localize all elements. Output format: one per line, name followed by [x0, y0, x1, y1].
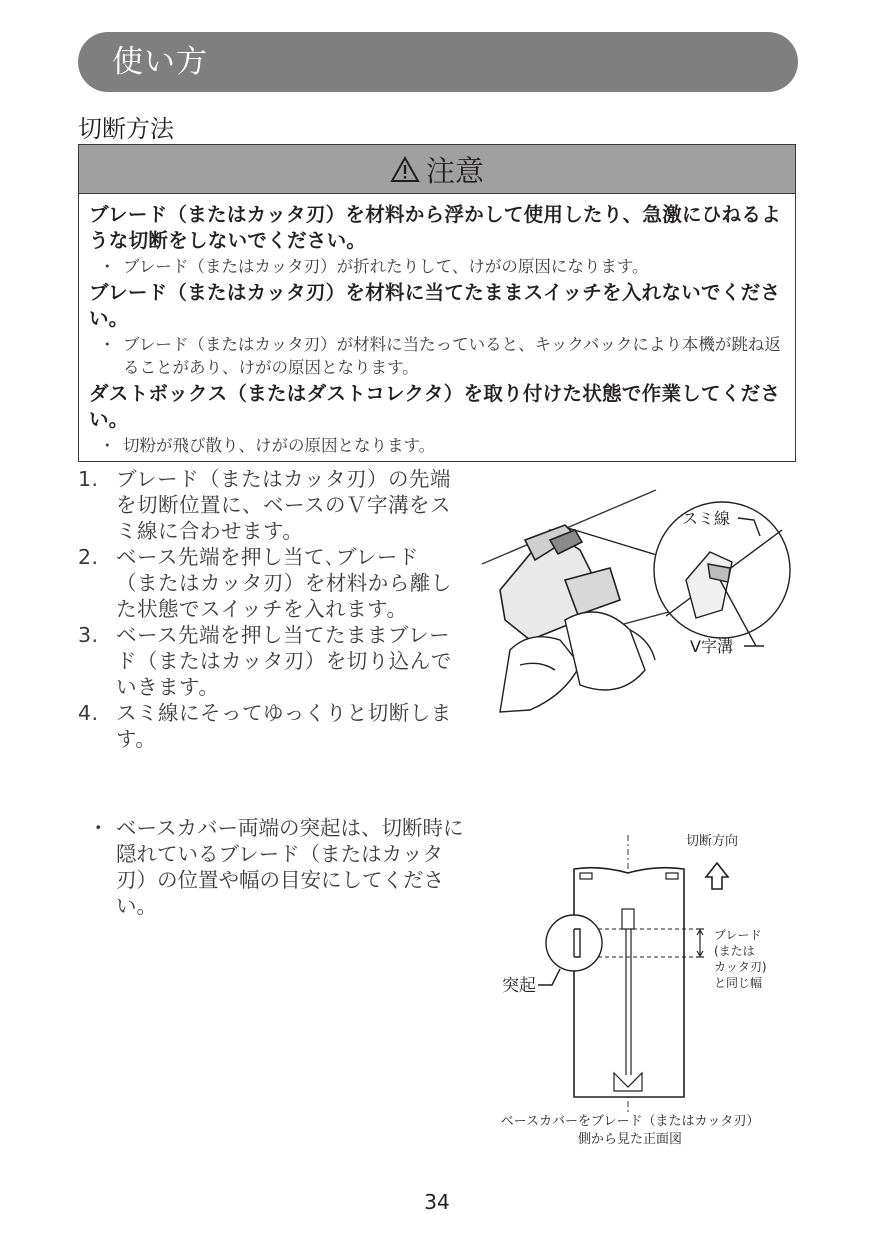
warning-note-text: ブレード（またはカッタ刃）が折れたりして、けがの原因になります。	[123, 257, 649, 276]
tool-alignment-figure	[470, 480, 800, 720]
step-text: ベース先端を押し当てたままブレード（またはカッタ刃）を切り込んでいきます。	[116, 623, 452, 699]
subheading: 切断方法	[78, 115, 174, 143]
warning-note-text: ブレード（またはカッタ刃）が材料に当たっていると、キックバックにより本機が跳ね返ることがあり、けがの原因となります。	[123, 335, 781, 377]
warning-note	[89, 434, 785, 457]
caution-title: 注意	[425, 153, 484, 188]
tip-note	[82, 815, 464, 919]
warning-text: ダストボックス（またはダストコレクタ）を取り付けた状態で作業してください。	[89, 382, 781, 431]
protrusion-label: 突起	[502, 976, 536, 996]
step-item	[78, 466, 460, 544]
base-cover-outline	[574, 868, 684, 1097]
step-number: 3.	[78, 623, 99, 647]
width-label-line1: ブレード	[714, 928, 762, 942]
direction-label: 切断方向	[686, 834, 739, 849]
figure-caption-line2: 側から見た正面図	[577, 1132, 683, 1147]
cutting-steps	[78, 466, 460, 752]
groove-label: V字溝	[690, 637, 733, 656]
figure-caption-line1: ベースカバーをブレード（またはカッタ刃）	[500, 1114, 760, 1129]
note-bullet: ・	[99, 436, 116, 455]
step-number: 4.	[78, 701, 99, 725]
line-label: スミ線	[682, 509, 731, 528]
tip-bullet: ・	[88, 816, 109, 840]
step-text: ブレード（またはカッタ刃）の先端を切断位置に、ベースのＶ字溝をスミ線に合わせます。	[116, 467, 451, 543]
width-dimension	[696, 929, 704, 957]
warning-text: ブレード（またはカッタ刃）を材料に当てたままスイッチを入れないでください。	[89, 281, 781, 330]
caution-header	[79, 145, 795, 194]
tip-text: ベースカバー両端の突起は、切断時に隠れているブレード（またはカッタ刃）の位置や幅の目安にしてください。	[116, 816, 464, 918]
up-arrow-icon	[706, 863, 728, 889]
step-text: スミ線にそってゆっくりと切断します。	[116, 701, 452, 751]
section-title: 使い方	[112, 44, 208, 80]
caution-box	[78, 144, 796, 462]
note-bullet: ・	[99, 335, 116, 354]
warning-note	[89, 255, 785, 278]
step-item	[78, 622, 460, 700]
step-number: 1.	[78, 467, 99, 491]
base-cover-figure	[490, 825, 790, 1155]
step-number: 2.	[78, 545, 99, 569]
step-item	[78, 700, 460, 752]
page-number: 34	[424, 1190, 450, 1214]
section-title-banner	[78, 32, 798, 92]
caution-body	[79, 194, 795, 457]
note-bullet: ・	[99, 257, 116, 276]
warning-triangle-icon	[390, 156, 420, 183]
width-label-line4: と同じ幅	[714, 976, 763, 990]
step-text: ベース先端を押し当て､ブレード（またはカッタ刃）を材料から離した状態でスイッチを入れます。	[116, 545, 452, 621]
warning-note	[89, 333, 785, 379]
width-label-line2: (または	[714, 944, 755, 958]
width-label-line3: カッタ刃)	[714, 960, 767, 974]
warning-text: ブレード（またはカッタ刃）を材料から浮かして使用したり、急激にひねるような切断をしないでください。	[89, 203, 782, 252]
step-item	[78, 544, 460, 622]
warning-note-text: 切粉が飛び散り、けがの原因となります。	[123, 436, 436, 455]
